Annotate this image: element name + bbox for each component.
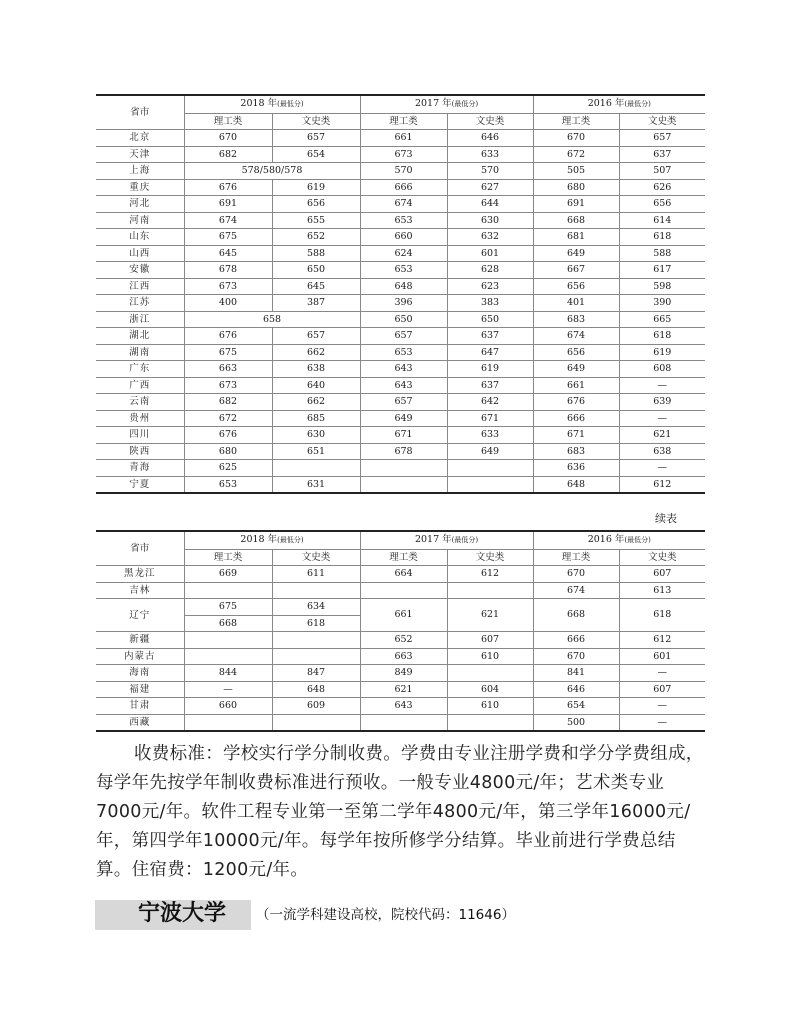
province-cell: 江苏	[96, 295, 184, 312]
score-cell: 607	[447, 632, 533, 649]
score-cell: 632	[447, 229, 533, 246]
score-cell: 678	[184, 262, 272, 279]
score-cell: 619	[619, 344, 705, 361]
score-cell: 648	[533, 476, 619, 493]
table-row	[96, 566, 705, 583]
score-cell: 669	[184, 566, 272, 583]
subheader-science: 理工类	[360, 549, 447, 566]
score-cell: 644	[447, 196, 533, 213]
table-row	[96, 394, 705, 411]
province-cell: 青海	[96, 460, 184, 477]
score-cell: 665	[619, 311, 705, 328]
score-cell: 628	[447, 262, 533, 279]
score-cell: 670	[533, 566, 619, 583]
score-cell: 618	[272, 615, 360, 632]
score-cell: 601	[619, 648, 705, 665]
score-cell	[184, 582, 272, 599]
table-row	[96, 344, 705, 361]
score-cell: 618	[619, 599, 705, 632]
score-cell: 674	[184, 212, 272, 229]
subheader-science: 理工类	[533, 113, 619, 130]
score-cell: 673	[184, 278, 272, 295]
score-cell: 505	[533, 163, 619, 180]
score-cell: 655	[272, 212, 360, 229]
score-cell: 653	[184, 476, 272, 493]
score-cell: 649	[533, 245, 619, 262]
table-header-row	[96, 95, 705, 113]
score-cell: 643	[360, 698, 447, 715]
table-row	[96, 410, 705, 427]
score-cell: 640	[272, 377, 360, 394]
year-header-2018: 2018 年(最低分)	[184, 531, 360, 549]
score-cell: 664	[360, 566, 447, 583]
score-cell: 657	[272, 328, 360, 345]
province-cell: 辽宁	[96, 599, 184, 632]
score-cell	[272, 582, 360, 599]
score-cell: 619	[447, 361, 533, 378]
score-cell: 649	[447, 443, 533, 460]
table-body	[96, 566, 705, 732]
score-cell: 612	[619, 476, 705, 493]
table-row	[96, 648, 705, 665]
score-cell: 609	[272, 698, 360, 715]
university-note: （一流学科建设高校，院校代码：11646）	[256, 907, 515, 923]
province-cell: 黑龙江	[96, 566, 184, 583]
score-cell: 621	[619, 427, 705, 444]
score-cell: 621	[447, 599, 533, 632]
table-row	[96, 377, 705, 394]
score-cell: 680	[533, 179, 619, 196]
table-row	[96, 443, 705, 460]
score-cell: 661	[360, 599, 447, 632]
score-cell: 500	[533, 714, 619, 731]
score-cell: 682	[184, 394, 272, 411]
subheader-arts: 文史类	[619, 549, 705, 566]
province-cell: 北京	[96, 130, 184, 147]
score-cell: 676	[184, 427, 272, 444]
score-cell: 612	[619, 632, 705, 649]
score-cell: 638	[619, 443, 705, 460]
score-cell: 668	[184, 615, 272, 632]
table-row	[96, 196, 705, 213]
province-cell: 宁夏	[96, 476, 184, 493]
score-cell	[360, 460, 447, 477]
admission-score-table	[96, 94, 705, 494]
score-cell: 623	[447, 278, 533, 295]
score-cell: 671	[447, 410, 533, 427]
subheader-science: 理工类	[184, 549, 272, 566]
score-cell: 618	[619, 328, 705, 345]
score-cell: 674	[533, 582, 619, 599]
province-cell: 西藏	[96, 714, 184, 731]
table-row	[96, 311, 705, 328]
score-cell: 638	[272, 361, 360, 378]
score-cell: —	[619, 665, 705, 682]
score-cell: 685	[272, 410, 360, 427]
score-cell	[360, 714, 447, 731]
score-cell	[447, 714, 533, 731]
subheader-arts: 文史类	[447, 549, 533, 566]
score-cell: 650	[360, 311, 447, 328]
score-cell: 387	[272, 295, 360, 312]
score-cell: 613	[619, 582, 705, 599]
score-cell: 658	[184, 311, 360, 328]
province-cell: 新疆	[96, 632, 184, 649]
score-cell: 634	[272, 599, 360, 616]
table-row	[96, 599, 705, 616]
score-cell: 614	[619, 212, 705, 229]
subheader-arts: 文史类	[619, 113, 705, 130]
table-row	[96, 163, 705, 180]
score-cell: 604	[447, 681, 533, 698]
score-cell: 570	[447, 163, 533, 180]
score-cell: 611	[272, 566, 360, 583]
admission-score-table-continued	[96, 530, 705, 732]
table-row	[96, 632, 705, 649]
score-cell: 666	[533, 632, 619, 649]
score-cell: 681	[533, 229, 619, 246]
score-cell: 656	[619, 196, 705, 213]
subheader-arts: 文史类	[272, 113, 360, 130]
score-cell: 671	[533, 427, 619, 444]
table-row	[96, 427, 705, 444]
score-cell	[447, 476, 533, 493]
table-row	[96, 130, 705, 147]
score-cell	[272, 648, 360, 665]
score-cell: 680	[184, 443, 272, 460]
subheader-science: 理工类	[360, 113, 447, 130]
score-cell: 648	[272, 681, 360, 698]
score-cell: 672	[533, 146, 619, 163]
score-cell: 674	[533, 328, 619, 345]
score-cell: —	[619, 714, 705, 731]
score-cell: 607	[619, 566, 705, 583]
score-cell: 607	[619, 681, 705, 698]
score-cell: 639	[619, 394, 705, 411]
score-cell: 653	[360, 212, 447, 229]
score-cell: 657	[272, 130, 360, 147]
province-cell: 重庆	[96, 179, 184, 196]
year-header-2017: 2017 年(最低分)	[360, 531, 533, 549]
score-cell: 683	[533, 443, 619, 460]
score-cell	[272, 714, 360, 731]
score-cell: 670	[184, 130, 272, 147]
province-cell: 湖北	[96, 328, 184, 345]
score-cell: 637	[619, 146, 705, 163]
score-cell: 673	[184, 377, 272, 394]
score-cell: 646	[447, 130, 533, 147]
province-cell: 四川	[96, 427, 184, 444]
year-header-2016: 2016 年(最低分)	[533, 531, 705, 549]
year-header-2017: 2017 年(最低分)	[360, 95, 533, 113]
province-cell: 山东	[96, 229, 184, 246]
score-cell: 668	[533, 212, 619, 229]
province-cell: 浙江	[96, 311, 184, 328]
score-cell	[184, 714, 272, 731]
score-cell: 666	[533, 410, 619, 427]
score-cell: 617	[619, 262, 705, 279]
university-name: 宁波大学	[138, 901, 227, 926]
province-cell: 福建	[96, 681, 184, 698]
score-cell: 619	[272, 179, 360, 196]
score-cell: 683	[533, 311, 619, 328]
score-cell: 601	[447, 245, 533, 262]
score-cell: 675	[184, 599, 272, 616]
score-cell: —	[184, 681, 272, 698]
score-cell: 588	[619, 245, 705, 262]
score-cell: 647	[447, 344, 533, 361]
score-cell: 660	[184, 698, 272, 715]
score-cell: 652	[360, 632, 447, 649]
score-cell: 656	[533, 278, 619, 295]
score-cell: 650	[447, 311, 533, 328]
province-cell: 贵州	[96, 410, 184, 427]
score-cell: 643	[360, 361, 447, 378]
score-cell: 610	[447, 698, 533, 715]
score-cell: 661	[360, 130, 447, 147]
score-cell: 673	[360, 146, 447, 163]
province-header: 省市	[96, 95, 184, 130]
score-cell: —	[619, 410, 705, 427]
province-cell: 河南	[96, 212, 184, 229]
score-cell: —	[619, 698, 705, 715]
score-cell: 678	[360, 443, 447, 460]
score-cell: 401	[533, 295, 619, 312]
score-cell: 612	[447, 566, 533, 583]
score-cell: 633	[447, 427, 533, 444]
score-cell: 651	[272, 443, 360, 460]
score-cell: 383	[447, 295, 533, 312]
score-cell	[447, 665, 533, 682]
continued-label: 续表	[655, 512, 677, 525]
province-cell: 吉林	[96, 582, 184, 599]
tuition-fees-paragraph: 收费标准：学校实行学分制收费。学费由专业注册学费和学分学费组成，每学年先按学年制收费标准进行预收。一般专业4800元/年；艺术类专业7000元/年。软件工程专业第一至第二学年4800元/年，第三学年16000元/年，第四学年10000元/年。每学年按所修学分结算。毕业前进行学费总结算。住宿费：1200元/年。	[96, 744, 704, 880]
score-cell	[184, 648, 272, 665]
province-cell: 海南	[96, 665, 184, 682]
score-cell: 847	[272, 665, 360, 682]
score-cell: 630	[447, 212, 533, 229]
province-cell: 安徽	[96, 262, 184, 279]
score-cell: 653	[360, 262, 447, 279]
score-cell: 662	[272, 394, 360, 411]
score-cell: 649	[533, 361, 619, 378]
score-cell: 674	[360, 196, 447, 213]
score-cell: 668	[533, 599, 619, 632]
score-cell: 645	[184, 245, 272, 262]
score-cell	[447, 460, 533, 477]
province-header: 省市	[96, 531, 184, 566]
table-row	[96, 460, 705, 477]
province-cell: 广西	[96, 377, 184, 394]
score-cell: 654	[272, 146, 360, 163]
score-cell: 676	[184, 179, 272, 196]
score-cell: 656	[533, 344, 619, 361]
score-cell: 670	[533, 648, 619, 665]
score-cell: 657	[360, 394, 447, 411]
score-cell: 643	[360, 377, 447, 394]
year-header-2018: 2018 年(最低分)	[184, 95, 360, 113]
score-cell: 672	[184, 410, 272, 427]
score-cell: 624	[360, 245, 447, 262]
score-cell: 578/580/578	[184, 163, 360, 180]
table-body	[96, 130, 705, 494]
table-row	[96, 245, 705, 262]
province-cell: 内蒙古	[96, 648, 184, 665]
score-cell: 675	[184, 229, 272, 246]
score-cell: 844	[184, 665, 272, 682]
score-cell: 610	[447, 648, 533, 665]
table-row	[96, 262, 705, 279]
subheader-science: 理工类	[184, 113, 272, 130]
subheader-science: 理工类	[533, 549, 619, 566]
score-cell: 652	[272, 229, 360, 246]
score-cell: 663	[184, 361, 272, 378]
score-cell: 621	[360, 681, 447, 698]
score-cell: 841	[533, 665, 619, 682]
score-cell: 645	[272, 278, 360, 295]
province-cell: 云南	[96, 394, 184, 411]
province-cell: 湖南	[96, 344, 184, 361]
score-cell: 667	[533, 262, 619, 279]
table-row	[96, 212, 705, 229]
province-cell: 广东	[96, 361, 184, 378]
province-cell: 上海	[96, 163, 184, 180]
table-row	[96, 328, 705, 345]
score-cell: 642	[447, 394, 533, 411]
score-cell: 507	[619, 163, 705, 180]
table-row	[96, 714, 705, 731]
table-row	[96, 179, 705, 196]
table-row	[96, 361, 705, 378]
table-row	[96, 681, 705, 698]
table-row	[96, 278, 705, 295]
score-cell: 598	[619, 278, 705, 295]
score-cell: 633	[447, 146, 533, 163]
score-cell: 676	[533, 394, 619, 411]
table-row	[96, 229, 705, 246]
table-subheader-row	[96, 113, 705, 130]
score-cell: 676	[184, 328, 272, 345]
score-cell: 630	[272, 427, 360, 444]
score-cell: 656	[272, 196, 360, 213]
score-cell: 670	[533, 130, 619, 147]
score-cell: 849	[360, 665, 447, 682]
score-cell: 618	[619, 229, 705, 246]
score-cell: 671	[360, 427, 447, 444]
score-cell	[184, 632, 272, 649]
subheader-arts: 文史类	[272, 549, 360, 566]
score-cell: 653	[360, 344, 447, 361]
score-cell: 396	[360, 295, 447, 312]
score-cell: 691	[184, 196, 272, 213]
score-cell: 661	[533, 377, 619, 394]
table-row	[96, 582, 705, 599]
score-cell: 657	[619, 130, 705, 147]
province-cell: 天津	[96, 146, 184, 163]
score-cell: 649	[360, 410, 447, 427]
score-cell	[272, 460, 360, 477]
score-cell: 637	[447, 377, 533, 394]
score-cell	[272, 632, 360, 649]
score-cell	[447, 582, 533, 599]
table-header-row	[96, 531, 705, 549]
score-cell	[360, 582, 447, 599]
score-cell: 608	[619, 361, 705, 378]
score-cell: 657	[360, 328, 447, 345]
province-cell: 山西	[96, 245, 184, 262]
score-cell: 570	[360, 163, 447, 180]
score-cell: 627	[447, 179, 533, 196]
score-cell: 588	[272, 245, 360, 262]
score-cell: 650	[272, 262, 360, 279]
score-cell: 675	[184, 344, 272, 361]
score-cell: 666	[360, 179, 447, 196]
score-cell: 691	[533, 196, 619, 213]
province-cell: 甘肃	[96, 698, 184, 715]
table-row	[96, 698, 705, 715]
table-row	[96, 146, 705, 163]
score-cell: 662	[272, 344, 360, 361]
table-row	[96, 476, 705, 493]
subheader-arts: 文史类	[447, 113, 533, 130]
year-header-2016: 2016 年(最低分)	[533, 95, 705, 113]
score-cell: 663	[360, 648, 447, 665]
score-cell: 637	[447, 328, 533, 345]
score-cell: 646	[533, 681, 619, 698]
province-cell: 江西	[96, 278, 184, 295]
table-row	[96, 665, 705, 682]
score-cell: 636	[533, 460, 619, 477]
province-cell: 河北	[96, 196, 184, 213]
score-cell: —	[619, 460, 705, 477]
score-cell: 625	[184, 460, 272, 477]
score-cell: 648	[360, 278, 447, 295]
score-cell: 682	[184, 146, 272, 163]
table-subheader-row	[96, 549, 705, 566]
score-cell: —	[619, 377, 705, 394]
score-cell	[360, 476, 447, 493]
score-cell: 400	[184, 295, 272, 312]
score-cell: 390	[619, 295, 705, 312]
score-cell: 626	[619, 179, 705, 196]
score-cell: 631	[272, 476, 360, 493]
table-row	[96, 295, 705, 312]
province-cell: 陕西	[96, 443, 184, 460]
score-cell: 654	[533, 698, 619, 715]
score-cell: 660	[360, 229, 447, 246]
